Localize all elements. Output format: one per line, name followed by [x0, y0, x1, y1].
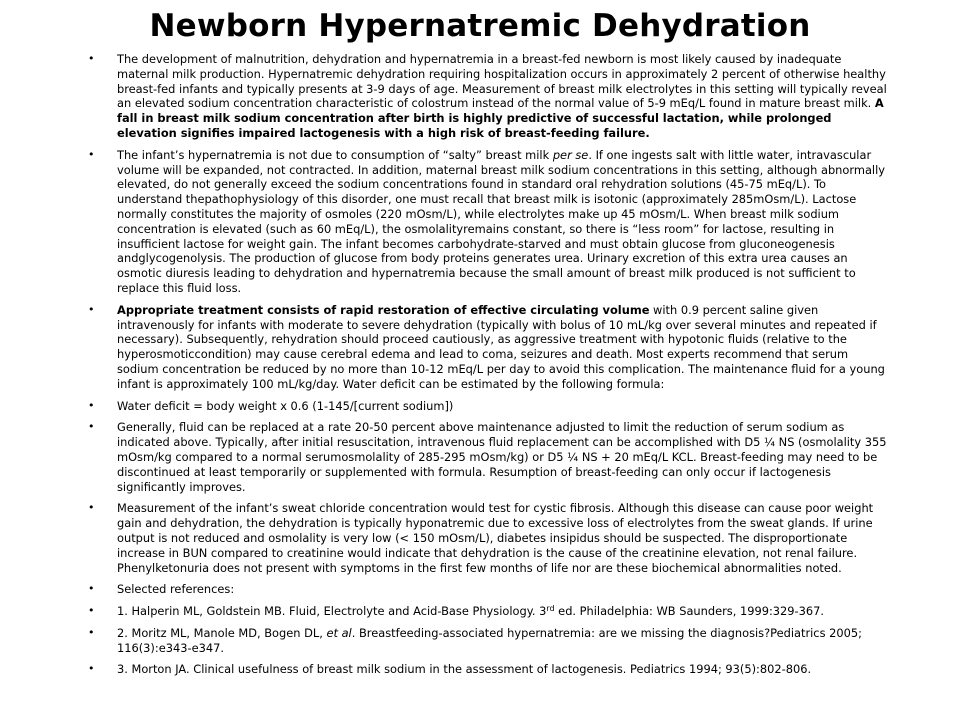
- bullet-item: [88, 303, 888, 392]
- bullet-item: [88, 148, 888, 296]
- bullet-text-italic: et al: [326, 625, 352, 640]
- bullet-text-italic: per se: [552, 147, 589, 162]
- bullet-item: [88, 52, 888, 141]
- bullet-text: Selected references:: [117, 582, 235, 597]
- slide-title: Newborn Hypernatremic Dehydration: [149, 8, 811, 44]
- bullet-item: [88, 662, 888, 677]
- bullet-text: 2. Moritz ML, Manole MD, Bogen DL,: [117, 625, 327, 640]
- bullet-item: [88, 626, 888, 656]
- bullet-text: The development of malnutrition, dehydration and hypernatremia in a breast-fed newborn is most likely caused by inadequate maternal milk production. Hypernatremic dehydration requiring hospitalization occurs in approximately 2 percent of otherwise healthy breast-fed infants and typically presents at 3-9 days of age. Measurement of breast milk electrolytes in this setting will typically reveal an elevated sodium concentration characteristic of colostrum instead of the normal value of 5-9 mEq/L found in mature breast milk.: [117, 52, 887, 111]
- bullet-item: [88, 399, 888, 414]
- bullet-text: . If one ingests salt with little water, intravascular volume will be expanded, not contracted. In addition, maternal breast milk sodium concentrations in this setting, although abnormally elevated, do not generally exceed the sodium concentrations found in standard oral rehydration solutions (45-75 mEq/L). To understand thepathophysiology of this disorder, one must recall that breast milk is isotonic (approximately 285mOsm/L). Lactose normally constitutes the majority of osmoles (220 mOsm/L), while electrolytes make up 45 mOsm/L. When breast milk sodium concentration is elevated (such as 60 mEq/L), the osmolalityremains constant, so there is “less room” for lactose, resulting in insufficient lactose for weight gain. The infant becomes carbohydrate-starved and must obtain glucose from gluconeogenesis andglycogenolysis. The production of glucose from body proteins generates urea. Urinary excretion of this extra urea causes an osmotic diuresis leading to dehydration and hypernatremia because the small amount of breast milk produced is not sufficient to replace this fluid loss.: [117, 147, 885, 295]
- bullet-text-bold: Appropriate treatment consists of rapid restoration of effective circulating volume: [117, 302, 650, 317]
- bullet-text: Measurement of the infant’s sweat chloride concentration would test for cystic fibrosis. Although this disease can cause poor weight gain and dehydration, the dehydration is typically hyponatremic due to excessive loss of electrolytes from the sweat glands. If urine output is not reduced and osmolality is very low (< 150 mOsm/L), diabetes insipidus should be suspected. The disproportionate increase in BUN compared to creatinine would indicate that dehydration is the cause of the creatinine elevation, not renal failure. Phenylketonuria does not present with symptoms in the first few months of life nor are these biochemical abnormalities noted.: [117, 501, 874, 575]
- bullet-item: [88, 604, 888, 619]
- bullet-text: . Breastfeeding-associated hypernatremia: are we missing the diagnosis?Pediatrics 2005; 116(3):e343-e347.: [117, 625, 862, 655]
- bullet-item: [88, 420, 888, 494]
- bullet-text: The infant’s hypernatremia is not due to consumption of “salty” breast milk: [117, 147, 553, 162]
- bullet-list: [0, 52, 960, 677]
- bullet-text: with 0.9 percent saline given intravenously for infants with moderate to severe dehydration (typically with bolus of 10 mL/kg over several minutes and repeated if necessary). Subsequently, rehydration should proceed cautiously, as aggressive treatment with hypotonic fluids (relative to the hyperosmoticcondition) may cause cerebral edema and lead to coma, seizures and death. Most experts recommend that serum sodium concentration be reduced by no more than 10-12 mEq/L per day to avoid this complication. The maintenance fluid for a young infant is approximately 100 mL/kg/day. Water deficit can be estimated by the following formula:: [117, 302, 885, 391]
- bullet-text: ed. Philadelphia: WB Saunders, 1999:329-367.: [554, 604, 824, 619]
- bullet-text: 3. Morton JA. Clinical usefulness of breast milk sodium in the assessment of lactogenesis. Pediatrics 1994; 93(5):802-806.: [117, 662, 812, 677]
- bullet-item: [88, 582, 888, 597]
- bullet-text: 1. Halperin ML, Goldstein MB. Fluid, Electrolyte and Acid-Base Physiology. 3: [117, 604, 547, 619]
- bullet-text-sup: rd: [546, 604, 555, 614]
- bullet-text: Water deficit = body weight x 0.6 (1-145/[current sodium]): [117, 398, 454, 413]
- bullet-item: [88, 501, 888, 575]
- bullet-text-bold: A fall in breast milk sodium concentration after birth is highly predictive of successful lactation, while prolonged elevation signifies impaired lactogenesis with a high risk of breast-feeding failure.: [117, 96, 884, 140]
- bullet-text: Generally, fluid can be replaced at a rate 20-50 percent above maintenance adjusted to limit the reduction of serum sodium as indicated above. Typically, after initial resuscitation, intravenous fluid replacement can be accomplished with D5 ¼ NS (osmolality 355 mOsm/kg compared to a normal serumosmolality of 285-295 mOsm/kg) or D5 ¼ NS + 20 mEq/L KCL. Breast-feeding may need to be discontinued at least temporarily or supplemented with formula. Resumption of breast-feeding can only occur if lactogenesis significantly improves.: [117, 420, 887, 494]
